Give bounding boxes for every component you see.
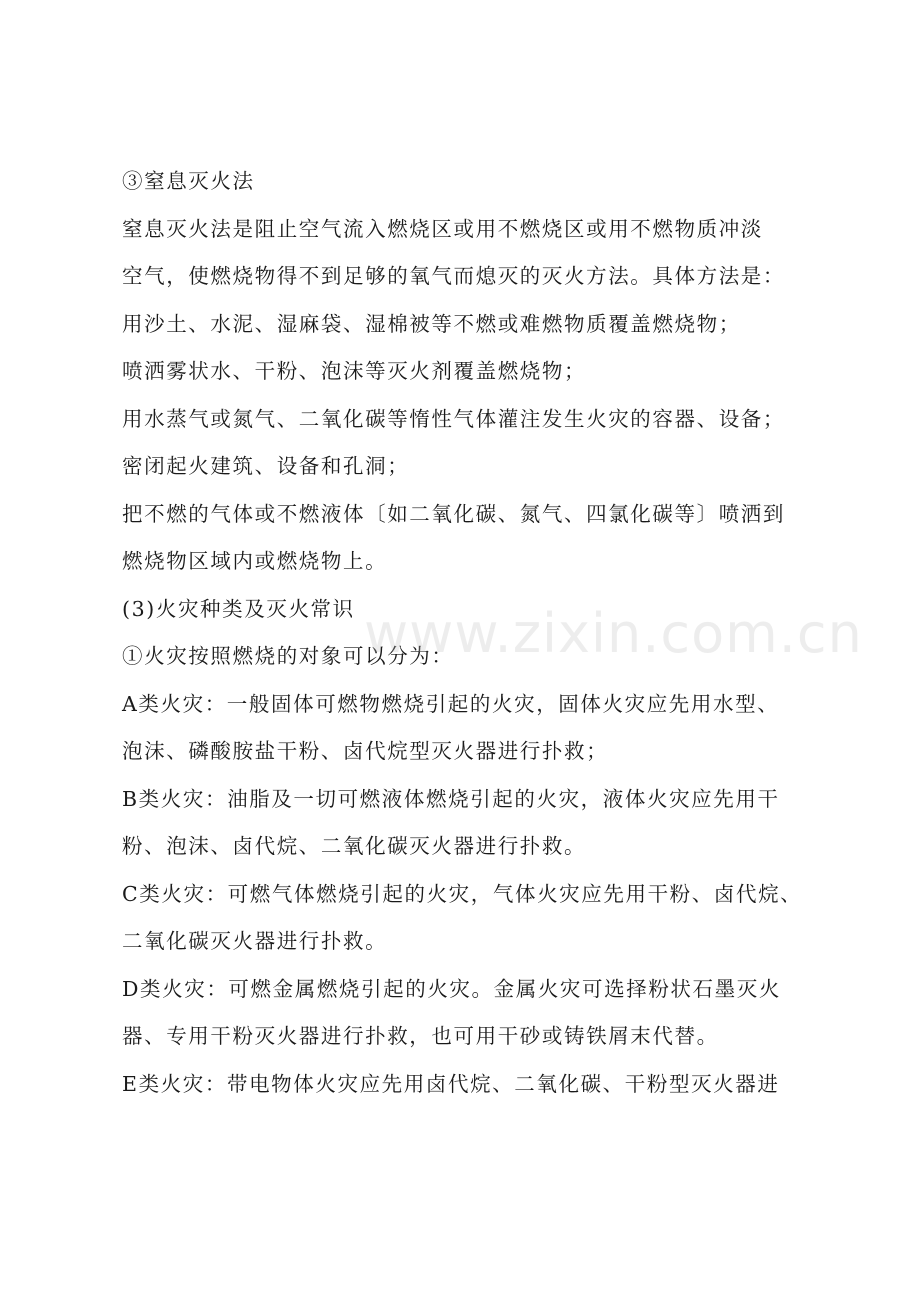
- text-line: C类火灾：可燃气体燃烧引起的火灾，气体火灾应先用干粉、卤代烷、: [122, 881, 803, 906]
- text-line: E类火灾：带电物体火灾应先用卤代烷、二氧化碳、干粉型灭火器进: [122, 1071, 780, 1096]
- text-line: D类火灾：可燃金属燃烧引起的火灾。金属火灾可选择粉状石墨灭火: [122, 976, 781, 1001]
- text-line: 泡沫、磷酸胺盐干粉、卤代烷型灭火器进行扑救；: [122, 739, 609, 763]
- text-line: 把不燃的气体或不燃液体〔如二氧化碳、氮气、四氯化碳等〕喷洒到: [122, 501, 785, 526]
- text-line: 用沙土、水泥、湿麻袋、湿棉被等不燃或难燃物质覆盖燃烧物；: [122, 311, 741, 336]
- text-line: 器、专用干粉灭火器进行扑救，也可用干砂或铸铁屑末代替。: [122, 1024, 719, 1048]
- section-heading: (3)火灾种类及灭火常识: [122, 596, 355, 621]
- text-line: 空气，使燃烧物得不到足够的氧气而熄灭的灭火方法。具体方法是：: [122, 264, 785, 288]
- text-line: 窒息灭火法是阻止空气流入燃烧区或用不燃烧区或用不燃物质冲淡: [122, 216, 763, 241]
- text-line: 用水蒸气或氮气、二氧化碳等惰性气体灌注发生火灾的容器、设备；: [122, 406, 785, 431]
- section-heading: ③窒息灭火法: [122, 169, 255, 193]
- text-line: 粉、泡沫、卤代烷、二氧化碳灭火器进行扑救。: [122, 834, 587, 858]
- document-body: [122, 168, 822, 1118]
- text-line: B类火灾：油脂及一切可燃液体燃烧引起的火灾，液体火灾应先用干: [122, 786, 780, 811]
- text-line: 燃烧物区域内或燃烧物上。: [122, 549, 388, 573]
- text-line: ①火灾按照燃烧的对象可以分为：: [122, 644, 454, 668]
- text-line: A类火灾：一般固体可燃物燃烧引起的火灾，固体火灾应先用水型、: [122, 691, 780, 716]
- watermark: www.zixin.com.cn: [364, 602, 863, 665]
- text-line: 密闭起火建筑、设备和孔洞；: [122, 454, 410, 478]
- text-line: 二氧化碳灭火器进行扑救。: [122, 929, 388, 953]
- text-line: 喷洒雾状水、干粉、泡沫等灭火剂覆盖燃烧物；: [122, 359, 587, 383]
